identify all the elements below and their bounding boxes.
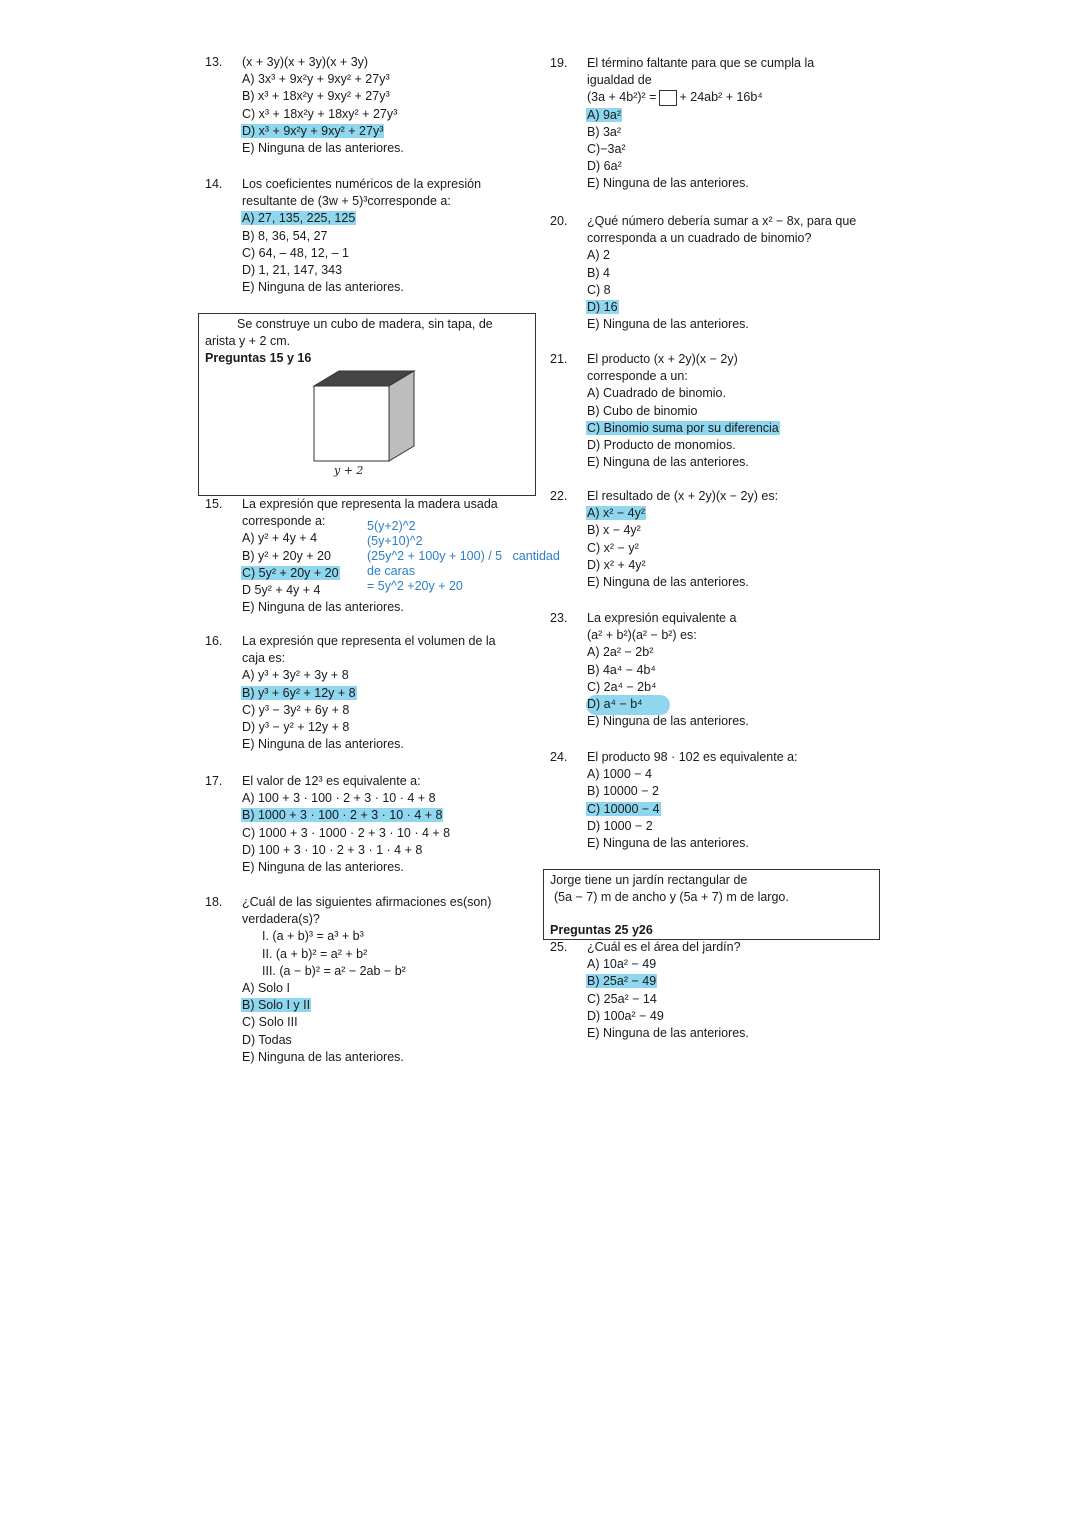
question-line <box>586 679 750 696</box>
line-text: La expresión que representa el volumen de la <box>242 634 496 648</box>
line-text: C) 25a² − 14 <box>587 991 657 1006</box>
line-text: B) 8, 36, 54, 27 <box>242 228 328 243</box>
question-line <box>241 88 405 105</box>
question-line <box>586 420 780 437</box>
question-line <box>241 928 492 945</box>
question-line <box>586 385 780 402</box>
highlighted-answer: C) Binomio suma por su diferencia <box>587 420 779 435</box>
line-text: D) 100 + 3 · 10 · 2 + 3 · 1 · 4 + 8 <box>242 842 423 857</box>
line-text: B) y² + 20y + 20 <box>242 548 331 563</box>
question-line <box>586 282 857 299</box>
highlighted-answer: C) 5y² + 20y + 20 <box>242 565 339 580</box>
question-line <box>586 557 779 574</box>
question-line <box>586 247 857 264</box>
question-line <box>586 662 750 679</box>
question-line <box>586 72 815 89</box>
question-text <box>586 749 799 766</box>
line-text: D) Todas <box>242 1032 292 1047</box>
line-text: C)−3a² <box>587 141 626 156</box>
question-line <box>586 141 815 158</box>
question-line <box>586 818 799 835</box>
garden-info-box <box>543 869 880 940</box>
line-text: (3a + 4b²)² = <box>587 90 657 105</box>
note-line: de caras <box>367 564 415 578</box>
question-line <box>241 946 492 963</box>
question-line <box>241 702 497 719</box>
question-line <box>586 574 779 591</box>
question-line <box>586 1025 750 1042</box>
question-number: 18. <box>205 895 223 909</box>
question-text <box>241 496 499 513</box>
question-text <box>241 894 492 911</box>
question-line <box>241 279 482 296</box>
line-text: ¿Cuál es el área del jardín? <box>587 940 741 954</box>
line-text: El resultado de (x + 2y)(x − 2y) es: <box>587 489 779 503</box>
line-text: C) 8 <box>587 282 611 297</box>
line-text: El valor de 12³ es equivalente a: <box>242 774 421 788</box>
line-text: E) Ninguna de las anteriores. <box>587 714 749 729</box>
line-text: El término faltante para que se cumpla la <box>587 56 815 70</box>
line-text: La expresión equivalente a <box>587 611 737 625</box>
question-line <box>241 859 451 876</box>
garden-box-line1: Jorge tiene un jardín rectangular de <box>550 873 748 887</box>
question-text <box>586 351 780 368</box>
line-text: D) 6a² <box>587 159 622 174</box>
question-line <box>241 685 497 702</box>
line-text: E) Ninguna de las anteriores. <box>587 317 749 332</box>
question-line <box>586 973 750 990</box>
line-text: C) x² − y² <box>587 540 639 555</box>
question-line <box>241 140 405 157</box>
line-text: corresponda a un cuadrado de binomio? <box>587 231 812 246</box>
line-text: D 5y² + 4y + 4 <box>242 582 321 597</box>
question-line <box>586 540 779 557</box>
question-line <box>586 265 857 282</box>
line-text: C) y³ − 3y² + 6y + 8 <box>242 702 350 717</box>
question-number: 14. <box>205 177 223 191</box>
line-text: E) Ninguna de las anteriores. <box>242 600 404 615</box>
question-line <box>586 158 815 175</box>
question-line <box>241 193 482 210</box>
cube-box-heading: Preguntas 15 y 16 <box>205 351 312 365</box>
line-text: D) Producto de monomios. <box>587 437 736 452</box>
line-text: D) 1, 21, 147, 343 <box>242 262 343 277</box>
question-line <box>241 980 492 997</box>
question-line <box>241 1014 492 1031</box>
question-line <box>586 89 815 106</box>
question-text <box>241 54 405 71</box>
question-line <box>586 1008 750 1025</box>
line-text: E) Ninguna de las anteriores. <box>242 280 404 295</box>
line-text: E) Ninguna de las anteriores. <box>587 176 749 191</box>
line-text: C) Solo III <box>242 1015 298 1030</box>
question-line <box>241 825 451 842</box>
question-line <box>241 513 499 530</box>
line-text: B) 4a⁴ − 4b⁴ <box>587 662 656 677</box>
question-text <box>241 633 497 650</box>
question-line <box>586 644 750 661</box>
question-line <box>586 766 799 783</box>
question-line <box>586 403 780 420</box>
question-line <box>241 210 482 227</box>
question-line <box>241 106 405 123</box>
question-text <box>586 488 779 505</box>
question-line <box>241 262 482 279</box>
line-text: La expresión que representa la madera usada <box>242 497 498 511</box>
line-text: A) 1000 − 4 <box>587 767 652 782</box>
question-line <box>241 997 492 1014</box>
line-text: corresponde a un: <box>587 369 688 384</box>
question-line <box>586 783 799 800</box>
line-text: D) 1000 − 2 <box>587 818 653 833</box>
line-text: C) 2a⁴ − 2b⁴ <box>587 679 657 694</box>
line-text: E) Ninguna de las anteriores. <box>587 455 749 470</box>
line-text: caja es: <box>242 651 286 666</box>
line-text: B) x³ + 18x²y + 9xy² + 27y³ <box>242 89 390 104</box>
cube-info-box <box>198 313 536 496</box>
line-text: D) 100a² − 49 <box>587 1008 664 1023</box>
line-text: E) Ninguna de las anteriores. <box>587 1025 749 1040</box>
question-text <box>586 55 815 72</box>
line-text: El producto (x + 2y)(x − 2y) <box>587 352 738 366</box>
question-line <box>241 911 492 928</box>
question-line <box>241 530 499 547</box>
line-text: A) 10a² − 49 <box>587 957 657 972</box>
highlighted-answer: B) 25a² − 49 <box>587 974 657 989</box>
question-line <box>586 299 857 316</box>
line-text: A) 100 + 3 · 100 · 2 + 3 · 10 · 4 + 8 <box>242 791 436 806</box>
question-number: 13. <box>205 55 223 69</box>
question-number: 20. <box>550 214 568 228</box>
line-text: B) 3a² <box>587 124 622 139</box>
question-line <box>586 368 780 385</box>
question-text <box>241 176 482 193</box>
question-line <box>241 582 499 599</box>
line-text: El producto 98 · 102 es equivalente a: <box>587 750 798 764</box>
line-text: (a² + b²)(a² − b²) es: <box>587 628 697 643</box>
question-line <box>586 316 857 333</box>
question-line <box>241 719 497 736</box>
question-line <box>586 713 750 730</box>
line-text: III. (a − b)² = a² − 2ab − b² <box>262 963 406 978</box>
question-line <box>241 565 499 582</box>
line-text: A) Cuadrado de binomio. <box>587 386 726 401</box>
question-line <box>241 963 492 980</box>
question-line <box>586 801 799 818</box>
highlighted-answer: D) 16 <box>587 299 618 314</box>
line-text: E) Ninguna de las anteriores. <box>587 835 749 850</box>
question-line <box>586 522 779 539</box>
line-text: E) Ninguna de las anteriores. <box>242 140 404 155</box>
line-text: E) Ninguna de las anteriores. <box>242 1049 404 1064</box>
line-text: B) Cubo de binomio <box>587 403 698 418</box>
question-line <box>241 1032 492 1049</box>
question-line <box>586 956 750 973</box>
question-text <box>586 939 750 956</box>
line-text: E) Ninguna de las anteriores. <box>587 574 749 589</box>
line-text: C) 64, – 48, 12, – 1 <box>242 245 350 260</box>
line-text: Los coeficientes numéricos de la expresión <box>242 177 482 191</box>
note-line: 5(y+2)^2 <box>367 519 416 533</box>
highlighted-answer: B) 1000 + 3 · 100 · 2 + 3 · 10 · 4 + 8 <box>242 808 443 823</box>
question-line <box>586 505 779 522</box>
question-line <box>586 175 815 192</box>
line-text: I. (a + b)³ = a³ + b³ <box>262 929 364 944</box>
highlighted-answer: B) Solo I y II <box>242 998 311 1013</box>
line-text: corresponde a: <box>242 514 326 529</box>
open-cube-figure <box>309 369 419 469</box>
question-line <box>241 599 499 616</box>
line-text-after: + 24ab² + 16b⁴ <box>679 90 763 105</box>
line-text: B) 10000 − 2 <box>587 784 659 799</box>
line-text: D) a⁴ − b⁴ <box>587 696 643 711</box>
line-text: C) x³ + 18x²y + 18xy² + 27y³ <box>242 106 398 121</box>
highlighted-answer: A) 27, 135, 225, 125 <box>242 211 356 226</box>
cube-box-line1: Se construye un cubo de madera, sin tapa, de <box>237 317 493 331</box>
garden-box-heading: Preguntas 25 y26 <box>550 923 653 937</box>
line-text: II. (a + b)² = a² + b² <box>262 946 368 961</box>
line-text: E) Ninguna de las anteriores. <box>242 859 404 874</box>
question-line <box>586 107 815 124</box>
line-text: A) 3x³ + 9x²y + 9xy² + 27y³ <box>242 72 390 87</box>
question-text <box>586 213 857 230</box>
question-line <box>241 228 482 245</box>
garden-box-line2: (5a − 7) m de ancho y (5a + 7) m de largo. <box>554 890 789 904</box>
question-line <box>586 696 750 713</box>
line-text: C) 1000 + 3 · 1000 · 2 + 3 · 10 · 4 + 8 <box>242 825 451 840</box>
line-text: A) 2a² − 2b² <box>587 645 654 660</box>
question-line <box>586 835 799 852</box>
question-number: 15. <box>205 497 223 511</box>
line-text: A) y³ + 3y² + 3y + 8 <box>242 668 349 683</box>
question-line <box>586 454 780 471</box>
cube-box-line2: arista y + 2 cm. <box>205 334 291 348</box>
line-text: (x + 3y)(x + 3y)(x + 3y) <box>242 55 369 69</box>
line-text: E) Ninguna de las anteriores. <box>242 737 404 752</box>
highlighted-answer: B) y³ + 6y² + 12y + 8 <box>242 685 356 700</box>
question-line <box>241 650 497 667</box>
line-text: verdadera(s)? <box>242 912 320 927</box>
question-number: 19. <box>550 56 568 70</box>
question-line <box>241 245 482 262</box>
line-text: D) x² + 4y² <box>587 557 646 572</box>
question-number: 17. <box>205 774 223 788</box>
question-line <box>241 1049 492 1066</box>
question-line <box>241 736 497 753</box>
question-line <box>586 124 815 141</box>
line-text: ¿Cuál de las siguientes afirmaciones es(son) <box>242 895 492 909</box>
note-line: (25y^2 + 100y + 100) / 5 cantidad <box>367 549 560 563</box>
question-number: 25. <box>550 940 568 954</box>
line-text: igualdad de <box>587 73 652 88</box>
line-text: B) 4 <box>587 265 610 280</box>
line-text: A) 2 <box>587 248 610 263</box>
question-line <box>241 842 451 859</box>
line-text: D) y³ − y² + 12y + 8 <box>242 719 350 734</box>
question-line <box>586 991 750 1008</box>
blank-box <box>659 90 677 106</box>
question-text <box>586 610 750 627</box>
line-text: B) x − 4y² <box>587 523 641 538</box>
highlighted-answer: D) x³ + 9x²y + 9xy² + 27y³ <box>242 123 384 138</box>
question-number: 22. <box>550 489 568 503</box>
question-text <box>241 773 451 790</box>
question-line <box>241 71 405 88</box>
question-line <box>241 807 451 824</box>
cube-edge-label: y + 2 <box>334 464 364 477</box>
question-line <box>241 667 497 684</box>
highlighted-answer: A) 9a² <box>587 107 622 122</box>
question-line <box>241 548 499 565</box>
question-number: 16. <box>205 634 223 648</box>
question-number: 24. <box>550 750 568 764</box>
question-number: 21. <box>550 352 568 366</box>
highlighted-answer: C) 10000 − 4 <box>587 801 660 816</box>
question-line <box>586 437 780 454</box>
line-text: A) Solo I <box>242 980 290 995</box>
question-line <box>586 230 857 247</box>
line-text: resultante de (3w + 5)³corresponde a: <box>242 194 451 209</box>
note-line: = 5y^2 +20y + 20 <box>367 579 463 593</box>
line-text: A) y² + 4y + 4 <box>242 531 318 546</box>
question-line <box>241 790 451 807</box>
note-line: (5y+10)^2 <box>367 534 423 548</box>
line-text: ¿Qué número debería sumar a x² − 8x, para que <box>587 214 857 228</box>
highlighted-answer: A) x² − 4y² <box>587 506 645 521</box>
question-line <box>586 627 750 644</box>
question-number: 23. <box>550 611 568 625</box>
question-line <box>241 123 405 140</box>
